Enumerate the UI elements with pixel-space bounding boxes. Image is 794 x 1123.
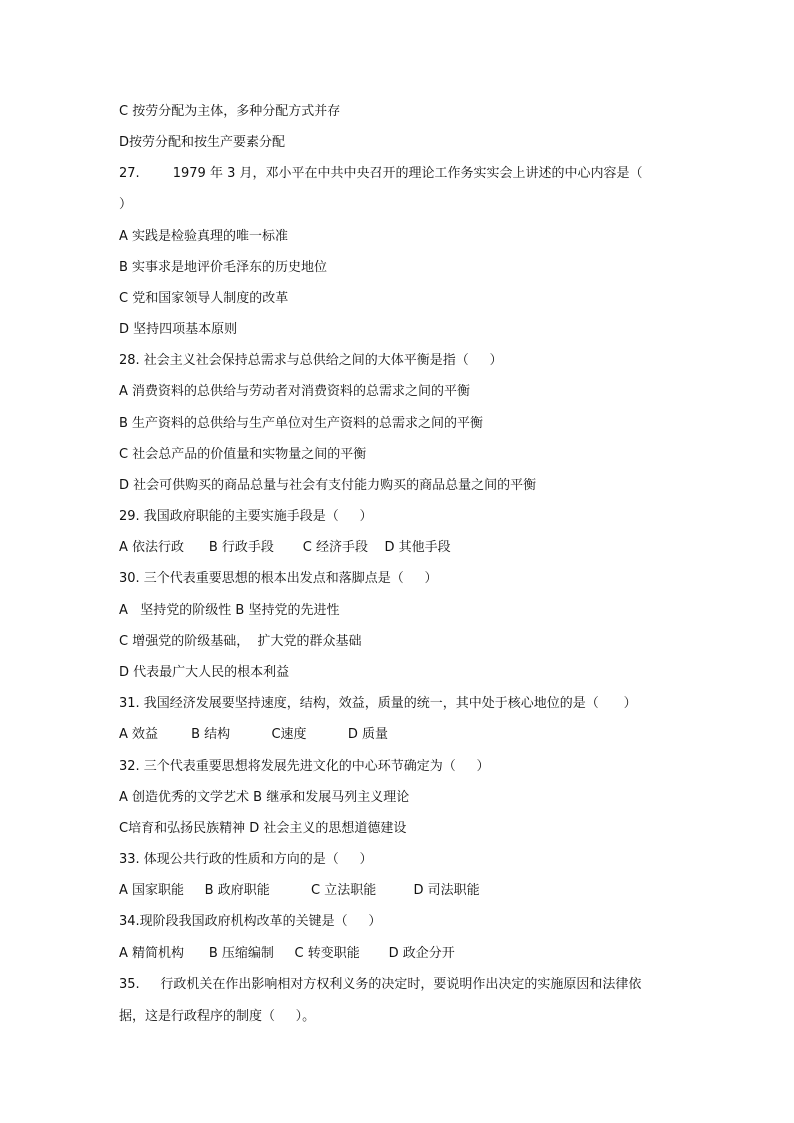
question-27: 27. 1979 年 3 月，邓小平在中共中央召开的理论工作务实实会上讲述的中心内容是（ (119, 166, 643, 181)
option-line: A 坚持党的阶级性 B 坚持党的先进性 (119, 603, 340, 618)
option-line: D 代表最广大人民的根本利益 (119, 665, 290, 680)
option-line: C 社会总产品的价值量和实物量之间的平衡 (119, 447, 367, 462)
text-line: 据，这是行政程序的制度（ ）。 (119, 1009, 316, 1024)
question-32: 32. 三个代表重要思想将发展先进文化的中心环节确定为（ ） (119, 759, 490, 774)
question-28: 28. 社会主义社会保持总需求与总供给之间的大体平衡是指（ ） (119, 353, 503, 368)
question-31: 31. 我国经济发展要坚持速度，结构，效益，质量的统一，其中处于核心地位的是（ ） (119, 696, 637, 711)
option-line: A 实践是检验真理的唯一标准 (119, 229, 289, 244)
text-line: ） (119, 197, 133, 212)
option-line: A 消费资料的总供给与劳动者对消费资料的总需求之间的平衡 (119, 384, 471, 399)
option-line: C 增强党的阶级基础， 扩大党的群众基础 (119, 634, 362, 649)
option-line: D 坚持四项基本原则 (119, 322, 238, 337)
option-line: A 国家职能 B 政府职能 C 立法职能 D 司法职能 (119, 883, 480, 898)
option-line: A 依法行政 B 行政手段 C 经济手段 D 其他手段 (119, 540, 451, 555)
option-line: D 社会可供购买的商品总量与社会有支付能力购买的商品总量之间的平衡 (119, 478, 537, 493)
question-29: 29. 我国政府职能的主要实施手段是（ ） (119, 509, 373, 524)
question-34: 34.现阶段我国政府机构改革的关键是（ ） (119, 914, 382, 929)
option-line: B 实事求是地评价毛泽东的历史地位 (119, 260, 328, 275)
option-line: A 效益 B 结构 C速度 D 质量 (119, 727, 389, 742)
question-35: 35. 行政机关在作出影响相对方权利义务的决定时，要说明作出决定的实施原因和法律依 (119, 977, 642, 992)
question-33: 33. 体现公共行政的性质和方向的是（ ） (119, 852, 373, 867)
text-line: D按劳分配和按生产要素分配 (119, 135, 286, 150)
option-line: A 精简机构 B 压缩编制 C 转变职能 D 政企分开 (119, 946, 455, 961)
question-30: 30. 三个代表重要思想的根本出发点和落脚点是（ ） (119, 571, 438, 586)
text-line: C 按劳分配为主体，多种分配方式并存 (119, 104, 341, 119)
option-line: B 生产资料的总供给与生产单位对生产资料的总需求之间的平衡 (119, 416, 484, 431)
option-line: C 党和国家领导人制度的改革 (119, 291, 289, 306)
option-line: A 创造优秀的文学艺术 B 继承和发展马列主义理论 (119, 790, 410, 805)
option-line: C培育和弘扬民族精神 D 社会主义的思想道德建设 (119, 821, 407, 836)
